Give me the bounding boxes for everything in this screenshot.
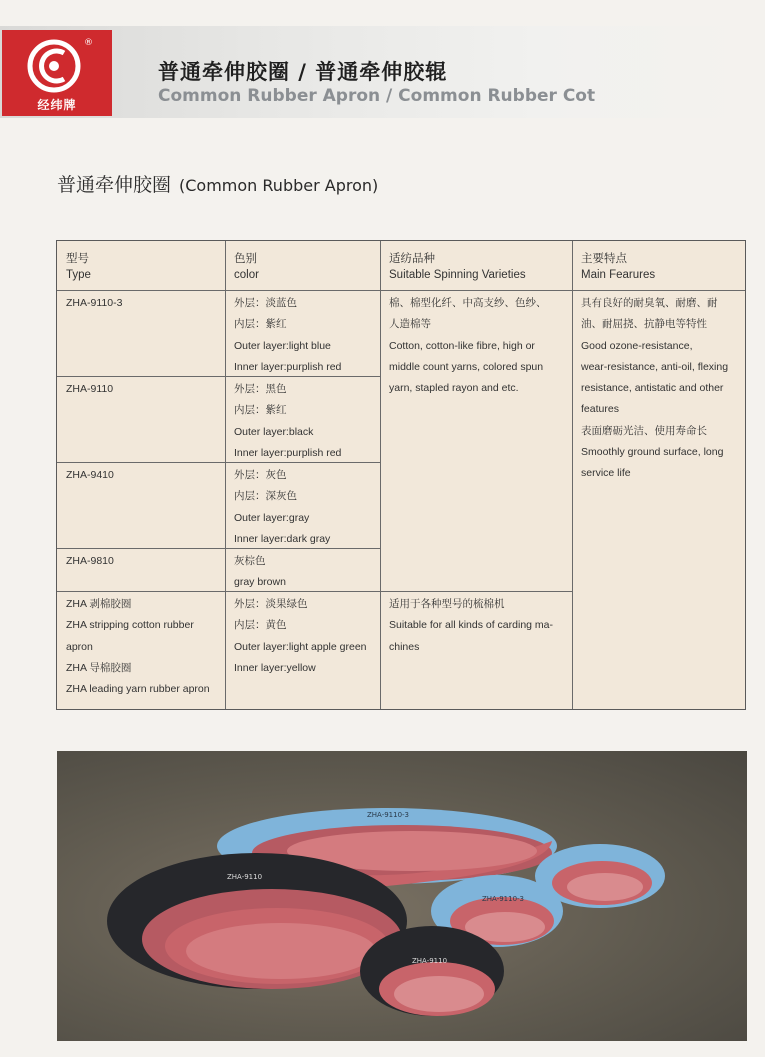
section-title: [57, 170, 378, 197]
varieties-text: 人造棉等: [389, 318, 431, 331]
table-row-color: [225, 591, 380, 679]
color-value: 外层：淡果绿色: [234, 598, 308, 610]
belt-label: ZHA-9110-3: [367, 811, 410, 819]
header-color-en: color: [234, 269, 259, 281]
belt-label: ZHA-9110: [412, 957, 448, 965]
header-type-en: Type: [66, 269, 91, 281]
table-row-type: [57, 548, 225, 572]
table-row-color: [225, 462, 380, 550]
color-value: 灰棕色: [234, 555, 266, 567]
header-features-cn: 主要特点: [581, 253, 627, 265]
page-title-cn: 普通牵伸胶圈 / 普通牵伸胶辊: [158, 60, 448, 84]
type-value: ZHA stripping cotton rubber: [66, 619, 194, 632]
header-type-cn: 型号: [66, 253, 89, 265]
table-row-color: [225, 290, 380, 378]
color-value: 外层：灰色: [234, 469, 287, 481]
table-row-type: [57, 591, 225, 700]
header-color-cn: 色别: [234, 253, 257, 265]
logo-emblem-icon: [24, 36, 88, 96]
color-value: Inner layer:yellow: [234, 661, 316, 674]
color-value: 内层：深灰色: [234, 490, 297, 503]
table-row-color: [225, 376, 380, 464]
color-value: 内层：紫红: [234, 404, 287, 417]
varieties-group-2: [380, 591, 572, 658]
type-value: ZHA 导棉胶圈: [66, 661, 132, 674]
color-value: Outer layer:gray: [234, 511, 310, 524]
features-cell: [572, 290, 745, 485]
brand-logo: [2, 30, 112, 116]
color-value: Outer layer:light apple green: [234, 640, 367, 653]
feature-text: Good ozone-resistance,: [581, 339, 693, 352]
type-value: ZHA-9110-3: [66, 297, 123, 309]
varieties-text: middle count yarns, colored spun: [389, 360, 544, 373]
varieties-text: chines: [389, 640, 420, 653]
feature-text: features: [581, 403, 619, 416]
belt-label: ZHA-9110: [227, 873, 263, 881]
color-value: 内层：紫红: [234, 318, 287, 331]
color-value: Inner layer:dark gray: [234, 532, 331, 545]
varieties-group-1: [380, 290, 572, 399]
header-type: [57, 241, 225, 290]
header-features-en: Main Fearures: [581, 269, 656, 281]
color-value: Inner layer:purplish red: [234, 446, 342, 459]
varieties-text: yarn, stapled rayon and etc.: [389, 382, 519, 395]
type-value: ZHA leading yarn rubber apron: [66, 683, 210, 696]
color-value: gray brown: [234, 576, 286, 589]
section-title-en: (Common Rubber Apron): [179, 176, 379, 195]
type-value: ZHA-9810: [66, 555, 114, 567]
header-varieties-cn: 适纺品种: [389, 253, 435, 265]
type-value: ZHA-9110: [66, 383, 114, 395]
varieties-text: Cotton, cotton-like fibre, high or: [389, 339, 535, 352]
varieties-text: 适用于各种型号的梳棉机: [389, 598, 505, 610]
color-value: 外层：黑色: [234, 383, 287, 395]
table-row-color: [225, 548, 380, 594]
feature-text: 具有良好的耐臭氧、耐磨、耐: [581, 297, 718, 309]
belt-label: ZHA-9110-3: [482, 895, 525, 903]
section-title-cn: 普通牵伸胶圈: [57, 174, 172, 196]
logo-text: 经纬牌: [37, 98, 77, 112]
color-value: 外层：淡蓝色: [234, 297, 297, 309]
feature-text: 表面磨砺光洁、使用寿命长: [581, 424, 707, 437]
color-value: Outer layer:black: [234, 425, 314, 438]
table-row-type: [57, 462, 225, 486]
feature-text: wear-resistance, anti-oil, flexing: [581, 360, 729, 373]
apron-black-small: [360, 926, 504, 1016]
table-row-type: [57, 376, 225, 400]
color-value: 内层：黄色: [234, 619, 287, 632]
varieties-text: Suitable for all kinds of carding ma-: [389, 619, 553, 632]
color-value: Outer layer:light blue: [234, 339, 331, 352]
table-row-type: [57, 290, 225, 314]
feature-text: Smoothly ground surface, long: [581, 446, 724, 459]
product-photo: [57, 751, 747, 1041]
type-value: ZHA-9410: [66, 469, 114, 481]
header-color: [225, 241, 380, 290]
feature-text: service life: [581, 467, 631, 480]
varieties-text: 棉、棉型化纤、中高支纱、色纱、: [389, 297, 547, 309]
type-value: apron: [66, 640, 93, 653]
page-title-en: Common Rubber Apron / Common Rubber Cot: [158, 86, 596, 106]
feature-text: resistance, antistatic and other: [581, 382, 724, 395]
spec-table: [56, 240, 746, 710]
type-value: ZHA 剥棉胶圈: [66, 598, 132, 610]
color-value: Inner layer:purplish red: [234, 360, 342, 373]
feature-text: 油、耐屈挠、抗静电等特性: [581, 318, 707, 331]
header-varieties-en: Suitable Spinning Varieties: [389, 269, 526, 281]
registered-mark: ®: [84, 38, 93, 48]
header-features: [572, 241, 747, 290]
header-varieties: [380, 241, 572, 290]
rubber-aprons-illustration: [57, 751, 747, 1041]
